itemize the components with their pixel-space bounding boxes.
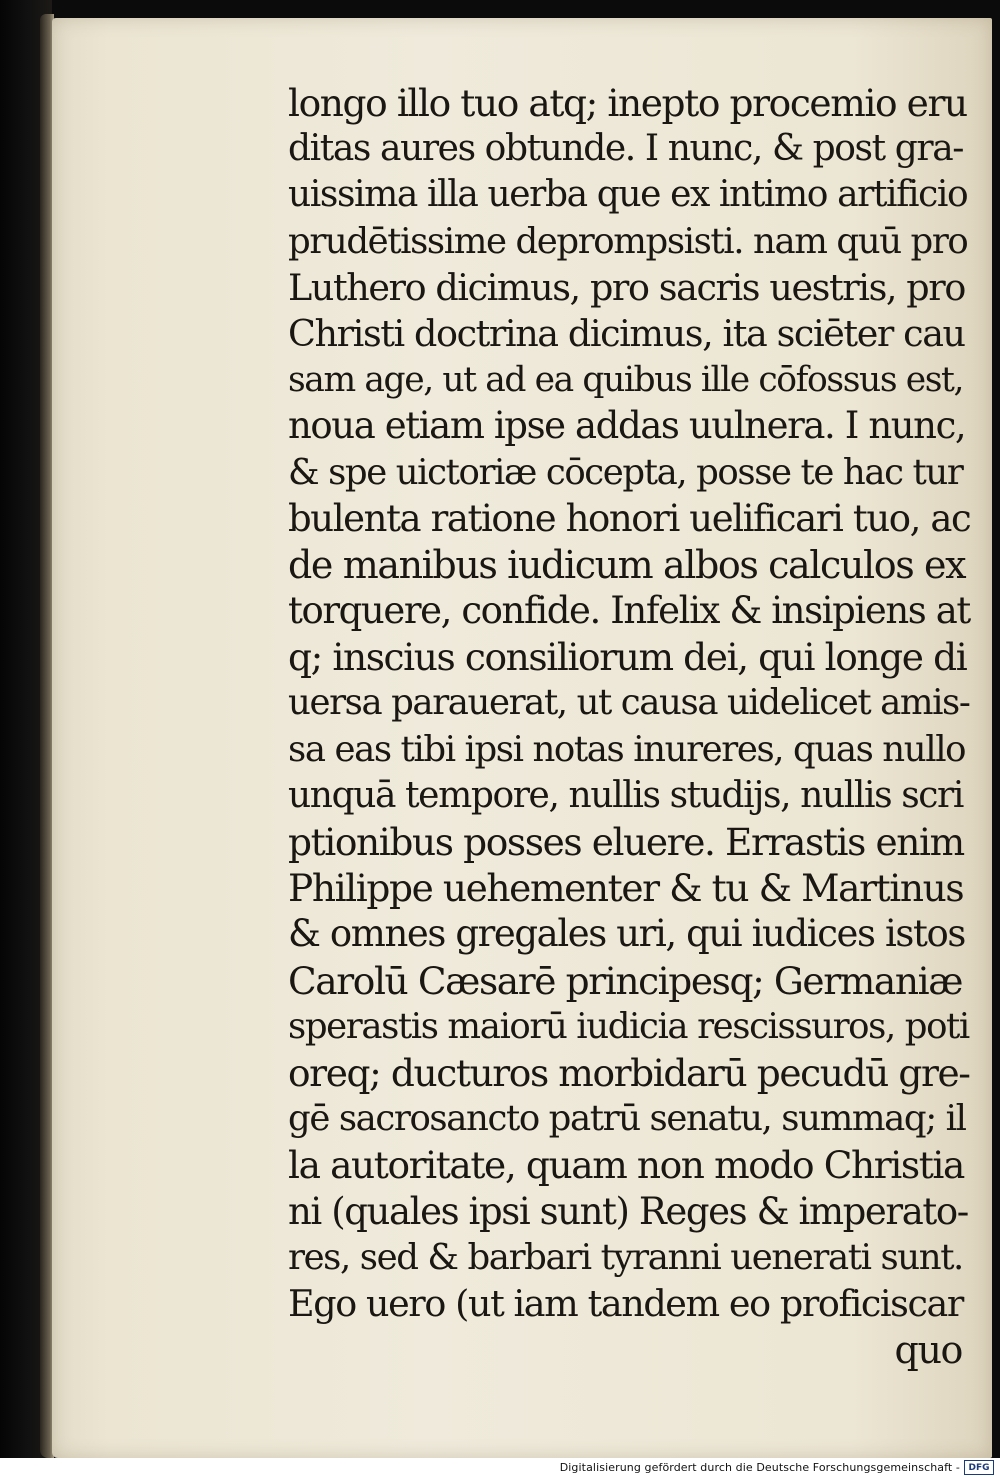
text-line: Philippe uehementer & tu & Martinus [288,866,964,911]
text-line: torquere, confide. Infelix & insipiens at [288,589,970,633]
text-line: prudētissime deprompsisti. nam quū pro [288,220,968,262]
text-line: uissima illa uerba que ex intimo artificio [288,174,968,216]
text-line: Christi doctrina dicimus, ita sciēter cau [288,311,965,355]
text-line: Carolū Cæsarē principesq; Germaniæ [288,958,963,1003]
text-line: ni (quales ipsi sunt) Reges & imperato- [288,1189,968,1233]
text-line: ditas aures obtunde. I nunc, & post gra- [288,128,964,170]
text-line: uersa parauerat, ut causa uidelicet amis- [288,682,970,724]
text-line: noua etiam ipse addas uulnera. I nunc, [288,404,966,448]
text-line: ptionibus posses eluere. Errastis enim [288,820,964,864]
dfg-logo-icon: DFG [964,1460,994,1475]
footer-credit: Digitalisierung gefördert durch die Deutsche Forschungsgemeinschaft - [559,1461,960,1474]
text-line: Luthero dicimus, pro sacris uestris, pro [288,265,965,309]
text-block [288,80,970,1373]
text-line: de manibus iudicum albos calculos ex [288,542,966,587]
catchword: quo [894,1328,962,1373]
text-line: la autoritate, quam non modo Christia [288,1143,964,1188]
text-line: & omnes gregales uri, qui iudices istos [288,912,965,956]
text-line: unquā tempore, nullis studijs, nullis scri [288,774,963,816]
text-line: oreq; ducturos morbidarū pecudū gre- [288,1050,970,1095]
text-line: gē sacrosancto patrū senatu, summaq; il [288,1098,966,1140]
text-line: bulenta ratione honori uelificari tuo, ac [288,496,971,540]
text-line: res, sed & barbari tyranni uenerati sunt. [288,1236,963,1278]
text-line: & spe uictoriæ cōcepta, posse te hac tur [288,451,963,493]
text-line: Ego uero (ut iam tandem eo proficiscar [288,1281,963,1325]
text-line: q; inscius consiliorum dei, qui longe di [288,635,967,680]
text-line: sperastis maiorū iudicia rescissuros, poti [288,1005,969,1047]
text-line: sa eas tibi ipsi notas inureres, quas nullo [288,728,966,770]
text-line: longo illo tuo atq; inepto procemio eru [288,81,967,125]
text-line: sam age, ut ad ea quibus ille cōfossus est, [288,360,964,401]
